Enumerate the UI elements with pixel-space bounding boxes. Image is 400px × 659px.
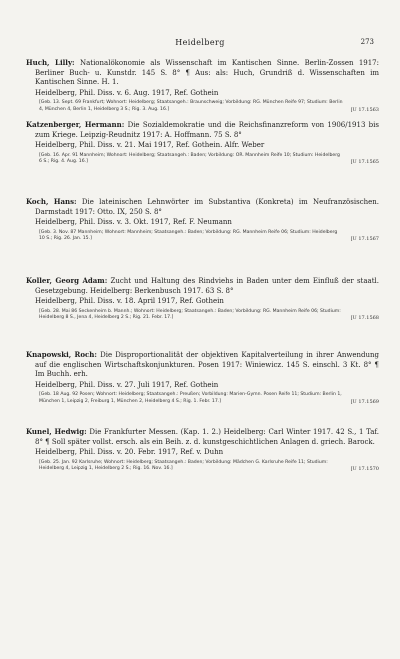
entry-dissertation: Heidelberg, Phil. Diss. v. 20. Febr. 1917, Ref. v. Duhn bbox=[35, 448, 224, 457]
bibliography-entry bbox=[26, 120, 379, 165]
entry-title: Die Sozialdemokratie und die Reichsfinanzreform von 1906/1913 bis zum Kriege. Leipzig-Reudnitz 1917: A. Hoffmann. 75 S. 8° bbox=[35, 121, 379, 139]
entry-author: Katzenberger, Hermann: bbox=[26, 120, 125, 129]
entry-note-text: [Geb. 13. Sept. 69 Frankfurt; Wohnort: Heidelberg; Staatsangeh.: Braunschweig; Vorbildung: RG. München Reife 97; Studium: Berlin 4, München 4, Berlin 1, Heidelberg 3 S.; Rig. 3. Aug. 16.] bbox=[39, 100, 343, 112]
bibliography-entry bbox=[26, 427, 379, 472]
entry-note-text: [Geb. 3. Nov. 87 Mannheim; Wohnort: Mannheim; Staatsangeh.: Baden; Vorbildung: RG. Mannheim Reife 06; Studium: Heidelberg 10 S.; Rig. 26. Jan. 15.] bbox=[39, 229, 338, 241]
page-number: 273 bbox=[360, 38, 374, 46]
entry-signature: [U 17.1570 bbox=[350, 465, 379, 472]
entry-biographical-note bbox=[26, 230, 379, 242]
entry-title: Nationalökonomie als Wissenschaft im Kantischen Sinne. Berlin-Zossen 1917: Berliner Buch- u. Kunstdr. 145 S. 8° ¶ Aus: als: Huch, Grundriß d. Wissenschaften im Kantischen Sinne. H. 1. bbox=[35, 59, 379, 87]
entry-signature: [U 17.1567 bbox=[350, 235, 379, 242]
entry-biographical-note bbox=[26, 100, 379, 112]
entry-biographical-note bbox=[26, 460, 379, 472]
entry-signature: [U 17.1565 bbox=[350, 158, 379, 165]
bibliography-entry bbox=[26, 276, 379, 321]
entry-signature: [U 17.1563 bbox=[350, 106, 379, 113]
bibliography-entry bbox=[26, 197, 379, 242]
bibliography-entry bbox=[26, 58, 379, 113]
running-header bbox=[0, 38, 400, 50]
entry-author: Koller, Georg Adam: bbox=[26, 276, 108, 285]
entry-heading bbox=[26, 427, 379, 447]
entry-biographical-note bbox=[26, 309, 379, 321]
entry-heading bbox=[26, 197, 379, 217]
entry-author: Koch, Hans: bbox=[26, 197, 77, 206]
entry-author: Kunel, Hedwig: bbox=[26, 427, 87, 436]
entry-dissertation: Heidelberg, Phil. Diss. v. 6. Aug. 1917, Ref. Gothein bbox=[35, 88, 219, 97]
entry-heading bbox=[26, 120, 379, 140]
entry-title: Zucht und Haltung des Rindviehs in Baden unter dem Einfluß der staatl. Gesetzgebung. Heidelberg: Berkenbusch 1917. 63 S. 8° bbox=[35, 277, 379, 295]
entry-heading bbox=[26, 350, 379, 380]
entry-dissertation: Heidelberg, Phil. Diss. v. 18. April 1917, Ref. Gothein bbox=[35, 297, 224, 306]
entry-note-text: [Geb. 28. Mai 86 Seckenheim b. Mannh.; Wohnort: Heidelberg; Staatsangeh.: Baden; Vorbildung: RG. Mannheim Reife 06; Studium: Heidelberg 8 S., Jena 4, Heidelberg 2 S.; Rig. 21. Febr. 17.] bbox=[39, 308, 341, 320]
entry-author: Huch, Lilly: bbox=[26, 58, 75, 67]
entry-dissertation: Heidelberg, Phil. Diss. v. 21. Mai 1917, Ref. Gothein. Alfr. Weber bbox=[35, 141, 265, 150]
entry-note-text: [Geb. 25. Jan. 92 Karlsruhe; Wohnort: Heidelberg; Staatsangeh.: Baden; Vorbildung: Mädchen G. Karlsruhe Reife 11; Studium: Heidelberg 4, Leipzig 1, Heidelberg 2 S.; Rig. 16. Nov. 16.] bbox=[39, 459, 328, 471]
header-title: Heidelberg bbox=[175, 38, 225, 47]
entry-signature: [U 17.1568 bbox=[350, 314, 379, 321]
entry-author: Knapowski, Roch: bbox=[26, 350, 97, 359]
entry-dissertation: Heidelberg, Phil. Diss. v. 27. Juli 1917, Ref. Gothein bbox=[35, 380, 219, 389]
entry-title: Die Disproportionalität der objektiven Kapitalverteilung in ihrer Anwendung auf die englischen Wirtschaftskonjunkturen. Posen 1917: Winiewicz. 145 S. einschl. 3 Kt. 8° ¶ Im Buchh. erh. bbox=[35, 351, 379, 379]
entry-title: Die Frankfurter Messen. (Kap. 1. 2.) Heidelberg: Carl Winter 1917. 42 S., 1 Taf. 8° ¶ Soll später vollst. ersch. als ein Beih. z. d. kunstgeschichtlichen Anlagen d. griech. Barock. bbox=[35, 428, 379, 446]
entry-note-text: [Geb. 18 Aug. 92 Posen; Wohnort: Heidelberg; Staatsangeh.: Preußen; Vorbildung: Marien-Gymn. Posen Reife 11; Studium: Berlin 1, München 1, Leipzig 2, Freiburg 1, München 2, Heidelberg 4 S.; Rig. 1. Febr. 17.] bbox=[39, 392, 342, 404]
entry-note-text: [Geb. 16. Apr. 91 Mannheim; Wohnort: Heidelberg; Staatsangeh.: Baden; Vorbildung: OR. Mannheim Reife 10; Studium: Heidelberg 6 S.; Rig. 4. Aug. 16.] bbox=[39, 152, 340, 164]
bibliography-entry bbox=[26, 350, 379, 405]
entry-biographical-note bbox=[26, 153, 379, 165]
entry-heading bbox=[26, 58, 379, 88]
entry-biographical-note bbox=[26, 392, 379, 404]
entry-heading bbox=[26, 276, 379, 296]
entry-signature: [U 17.1569 bbox=[350, 398, 379, 405]
entry-title: Die lateinischen Lehnwörter im Substantiva (Konkreta) im Neufranzösischen. Darmstadt 1917: Otto. IX, 250 S. 8° bbox=[35, 198, 379, 216]
entry-dissertation: Heidelberg, Phil. Diss. v. 3. Okt. 1917, Ref. F. Neumann bbox=[35, 218, 232, 227]
